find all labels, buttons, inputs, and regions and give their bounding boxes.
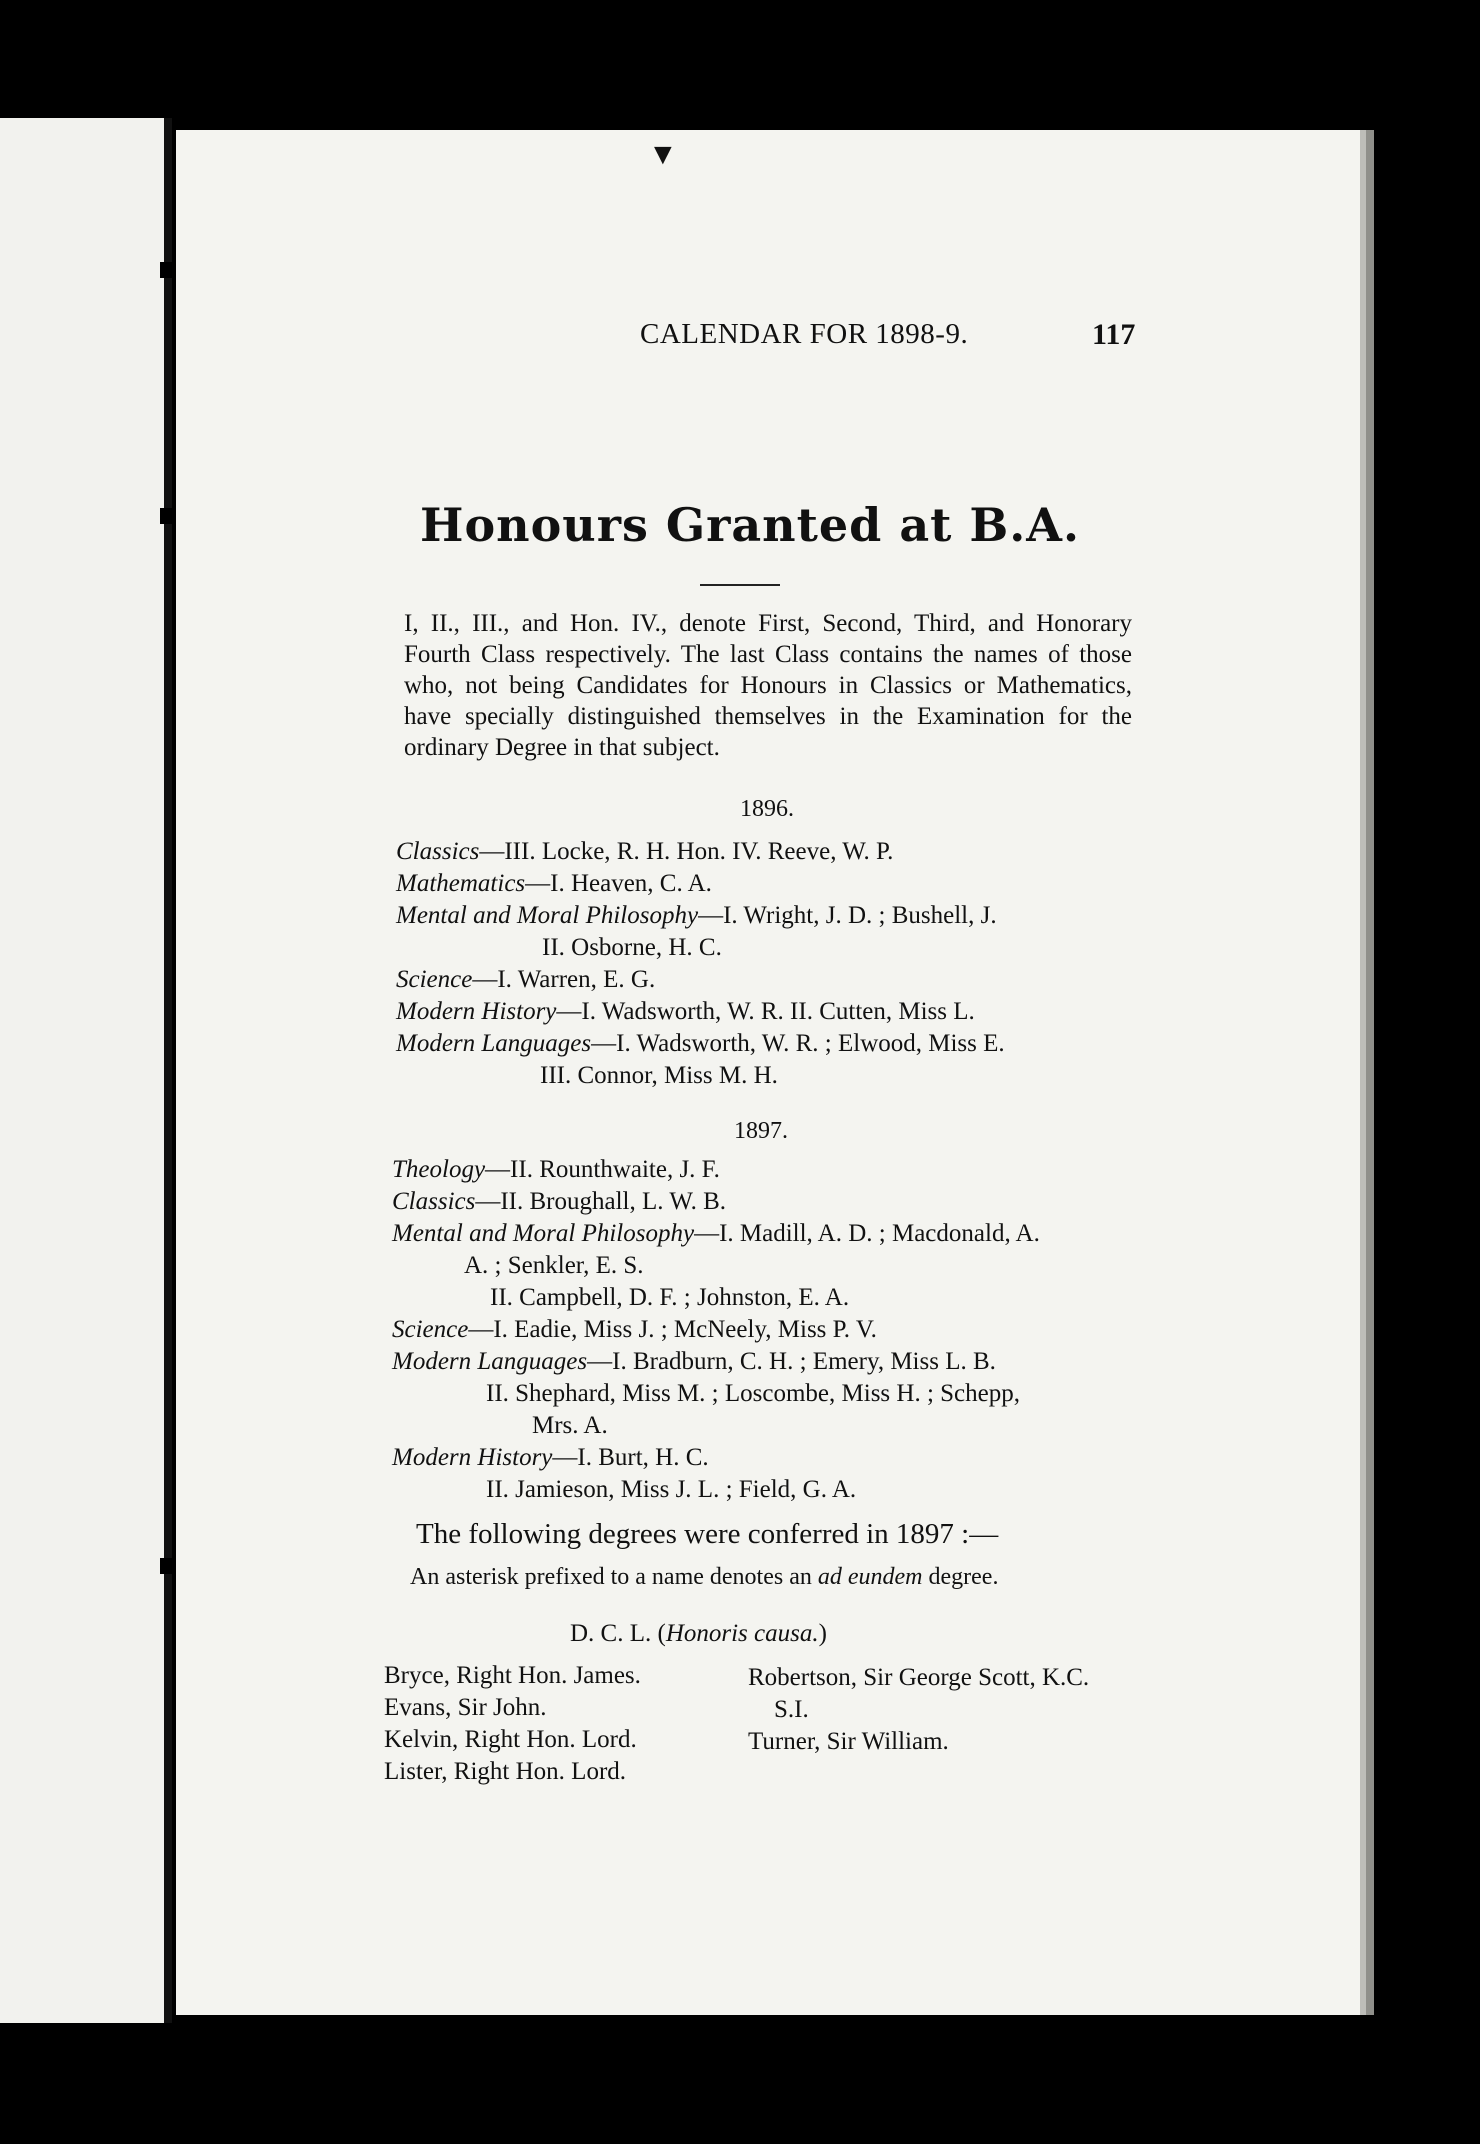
dcl-name: Lister, Right Hon. Lord.: [384, 1758, 627, 1785]
honours-entry: Modern Languages—I. Bradburn, C. H. ; Emery, Miss L. B.: [392, 1348, 996, 1375]
honours-entry: Theology—II. Rounthwaite, J. F.: [392, 1156, 720, 1183]
honours-entry: Modern History—I. Burt, H. C.: [392, 1444, 709, 1471]
honours-entry: II. Jamieson, Miss J. L. ; Field, G. A.: [486, 1476, 857, 1503]
year-heading-1897: 1897.: [734, 1118, 788, 1144]
honours-entry: A. ; Senkler, E. S.: [464, 1252, 644, 1279]
honours-list-1896: [396, 836, 1156, 1092]
honours-entry: II. Shephard, Miss M. ; Loscombe, Miss H. ; Schepp,: [486, 1380, 1020, 1407]
previous-page-edge: [0, 118, 172, 2023]
honours-entry: II. Campbell, D. F. ; Johnston, E. A.: [490, 1284, 850, 1311]
dcl-name: Robertson, Sir George Scott, K.C.: [748, 1664, 1090, 1691]
binding-stitch: [160, 508, 176, 524]
honours-entry: Science—I. Eadie, Miss J. ; McNeely, Miss P. V.: [392, 1316, 877, 1343]
dcl-names-right: [748, 1662, 1148, 1758]
honours-entry: Science—I. Warren, E. G.: [396, 966, 656, 993]
page-edge: [1360, 140, 1374, 2010]
asterisk-note: An asterisk prefixed to a name denotes an ad eundem degree.: [410, 1564, 999, 1590]
dcl-names-left: [384, 1660, 641, 1788]
dcl-name: Bryce, Right Hon. James.: [384, 1662, 641, 1689]
honours-entry: Modern Languages—I. Wadsworth, W. R. ; Elwood, Miss E.: [396, 1030, 1005, 1057]
honours-entry: Mental and Moral Philosophy—I. Madill, A. D. ; Macdonald, A.: [392, 1220, 1040, 1247]
dcl-heading: D. C. L. (Honoris causa.): [570, 1620, 827, 1647]
honours-entry: II. Osborne, H. C.: [542, 934, 722, 961]
dcl-name: Turner, Sir William.: [748, 1728, 949, 1755]
honours-entry: Mental and Moral Philosophy—I. Wright, J. D. ; Bushell, J.: [396, 902, 997, 929]
dcl-name-continuation: S.I.: [774, 1696, 809, 1723]
running-header: CALENDAR FOR 1898-9.: [640, 318, 969, 350]
page-number: 117: [1092, 318, 1136, 351]
year-heading-1896: 1896.: [740, 796, 794, 822]
honours-entry: Mathematics—I. Heaven, C. A.: [396, 870, 712, 897]
honours-entry: Mrs. A.: [532, 1412, 608, 1439]
scan-mark: ▼: [648, 138, 678, 171]
intro-paragraph: I, II., III., and Hon. IV., denote First, Second, Third, and Honorary Fourth Class respectively. The last Class contains the names of those who, not being Candidates for Honours in Classics or Mathematics, have specially distinguished themselves in the Examination for the ordinary Degree in that subject.: [404, 610, 1132, 761]
dcl-name: Kelvin, Right Hon. Lord.: [384, 1726, 637, 1753]
degrees-heading: The following degrees were conferred in 1897 :—: [416, 1518, 999, 1550]
binding-gutter: [164, 118, 172, 2023]
binding-stitch: [160, 1558, 176, 1574]
honours-list-1897: [392, 1154, 1152, 1506]
honours-entry: Classics—II. Broughall, L. W. B.: [392, 1188, 727, 1215]
honours-entry: III. Connor, Miss M. H.: [540, 1062, 778, 1089]
dcl-name: Evans, Sir John.: [384, 1694, 547, 1721]
title-rule: [700, 584, 780, 586]
honours-entry: Classics—III. Locke, R. H. Hon. IV. Reeve, W. P.: [396, 838, 894, 865]
binding-stitch: [160, 262, 176, 278]
honours-entry: Modern History—I. Wadsworth, W. R. II. Cutten, Miss L.: [396, 998, 975, 1025]
page-title: Honours Granted at B.A.: [420, 498, 1080, 552]
